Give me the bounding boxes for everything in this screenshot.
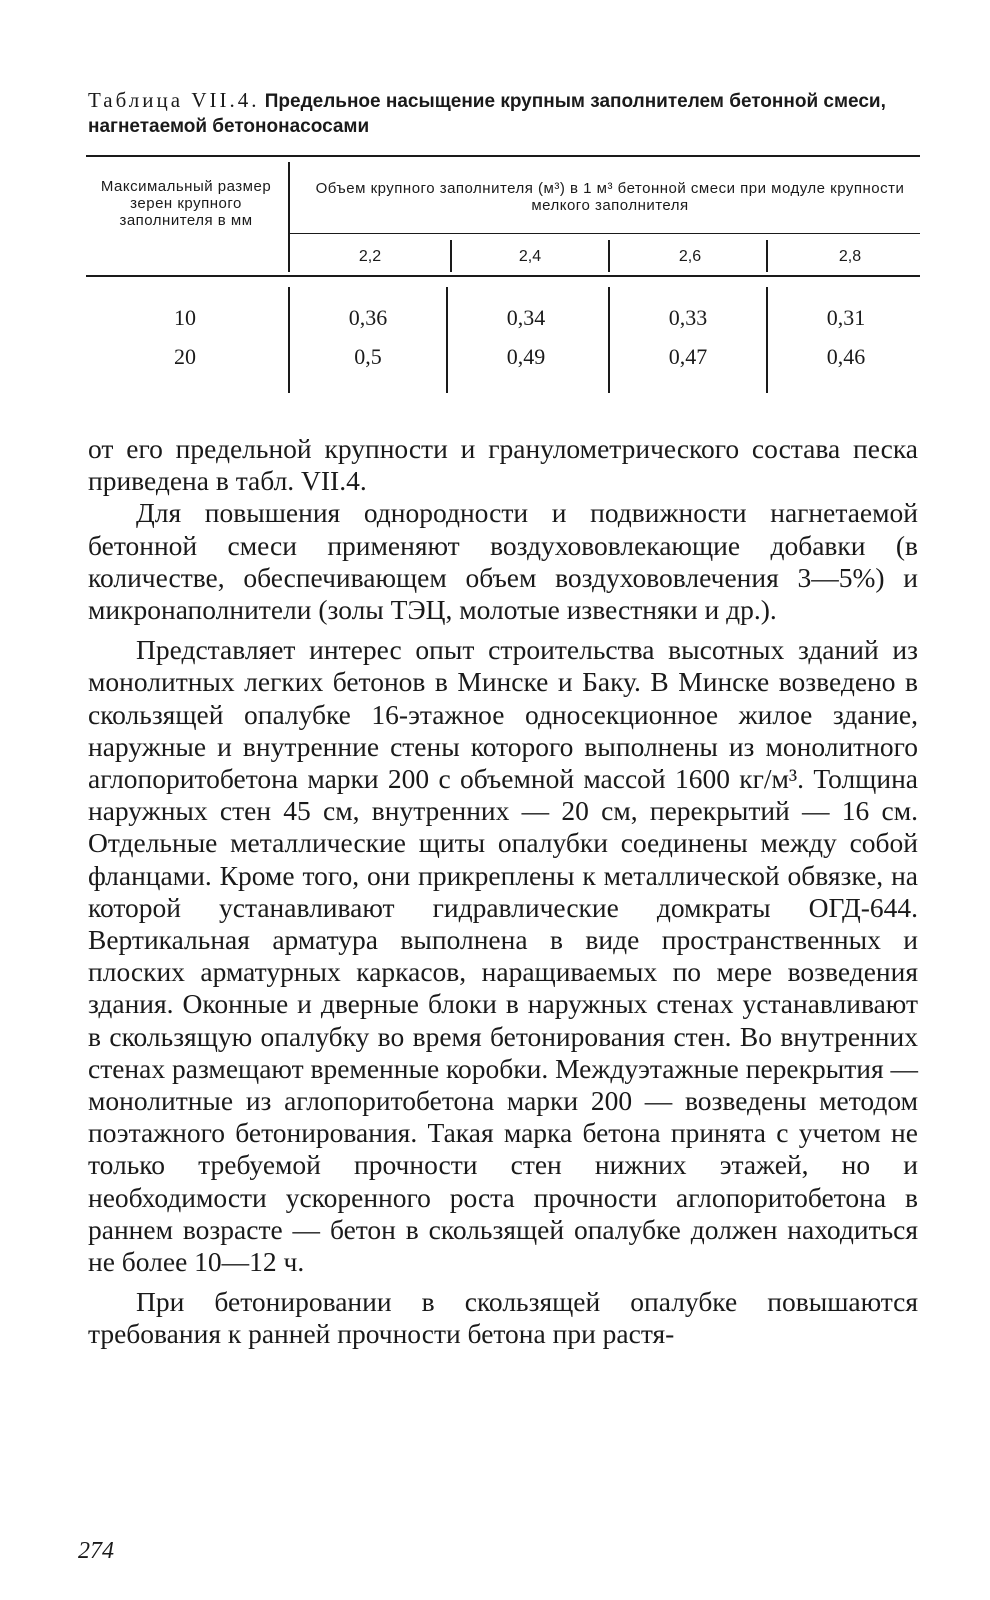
table-caption-label: Таблица VII.4. bbox=[88, 88, 260, 112]
paragraph: При бетонировании в скользящей опалубке повышаются требования к ранней прочности бетона при растя- bbox=[88, 1286, 918, 1350]
table-header-col: 2,4 bbox=[518, 248, 542, 265]
table-col-divider bbox=[766, 240, 768, 272]
page-number: 274 bbox=[78, 1538, 114, 1564]
table-cell-size: 20 bbox=[174, 344, 196, 369]
table-cell: 0,49 bbox=[506, 344, 546, 369]
body-text bbox=[88, 433, 918, 1351]
paragraph: Для повышения однородности и подвижности нагнетаемой бетонной смеси применяют воздухововлекающие добавки (в количестве, обеспечивающем объем воздухововлечения 3—5%) и микронаполнители (золы ТЭЦ, молотые известняки и др.). bbox=[88, 497, 918, 626]
table-caption-title: Предельное насыщение крупным заполнителем бетонной смеси, нагнетаемой бетононасосами bbox=[88, 91, 886, 137]
table-header-group: Объем крупного заполнителя (м³) в 1 м³ бетонной смеси при модуле крупности мелкого заполнителя bbox=[315, 180, 905, 214]
table-header-col: 2,6 bbox=[678, 248, 702, 265]
table-cell: 0,5 bbox=[354, 344, 382, 369]
table-col-divider bbox=[446, 287, 448, 393]
table-cell: 0,31 bbox=[826, 305, 866, 330]
paragraph: от его предельной крупности и гранулометрического состава песка приведена в табл. VII.4. bbox=[88, 433, 918, 497]
table-cell-size: 10 bbox=[174, 305, 196, 330]
table-top-rule bbox=[86, 155, 920, 157]
table-header-col: 2,2 bbox=[358, 248, 382, 265]
table-cell: 0,34 bbox=[506, 305, 546, 330]
table-caption bbox=[88, 88, 928, 139]
table-header-size: Максимальный размер зерен крупного заполнителя в мм bbox=[100, 178, 272, 229]
table-col-divider bbox=[608, 287, 610, 393]
table-cell: 0,33 bbox=[668, 305, 708, 330]
table-header-rule bbox=[86, 275, 920, 277]
table-col-divider bbox=[288, 287, 290, 393]
table-cell: 0,47 bbox=[668, 344, 708, 369]
table-cell: 0,36 bbox=[348, 305, 388, 330]
table-cell: 0,46 bbox=[826, 344, 866, 369]
table-col-divider bbox=[608, 240, 610, 272]
paragraph: Представляет интерес опыт строительства высотных зданий из монолитных легких бетонов в Минске и Баку. В Минске возведено в скользящей опалубке 16-этажное односекционное жилое здание, наружные и внутренние стены которого выполнены из монолитного аглопоритобетона марки 200 с объемной массой 1600 кг/м³. Толщина наружных стен 45 см, внутренних — 20 см, перекрытий — 16 см. Отдельные металлические щиты опалубки соединены между собой фланцами. Кроме того, они прикреплены к металлической обвязке, на которой устанавливают гидравлические домкраты ОГД-644. Вертикальная арматура выполнена в виде пространственных и плоских арматурных каркасов, наращиваемых по мере возведения здания. Оконные и дверные блоки в наружных стенах устанавливают в скользящую опалубку во время бетонирования стен. Во внутренних стенах размещают временные коробки. Междуэтажные перекрытия — монолитные из аглопоритобетона марки 200 — возведены методом поэтажного бетонирования. Такая марка бетона принята с учетом не только требуемой прочности стен нижних этажей, но и необходимости ускоренного роста прочности аглопоритобетона в раннем возрасте — бетон в скользящей опалубке должен находиться не более 10—12 ч. bbox=[88, 634, 918, 1278]
table-col-divider bbox=[450, 240, 452, 272]
table-mid-rule bbox=[290, 233, 920, 234]
table-col-divider bbox=[766, 287, 768, 393]
table-header-col: 2,8 bbox=[838, 248, 862, 265]
table-col-divider bbox=[288, 162, 290, 272]
